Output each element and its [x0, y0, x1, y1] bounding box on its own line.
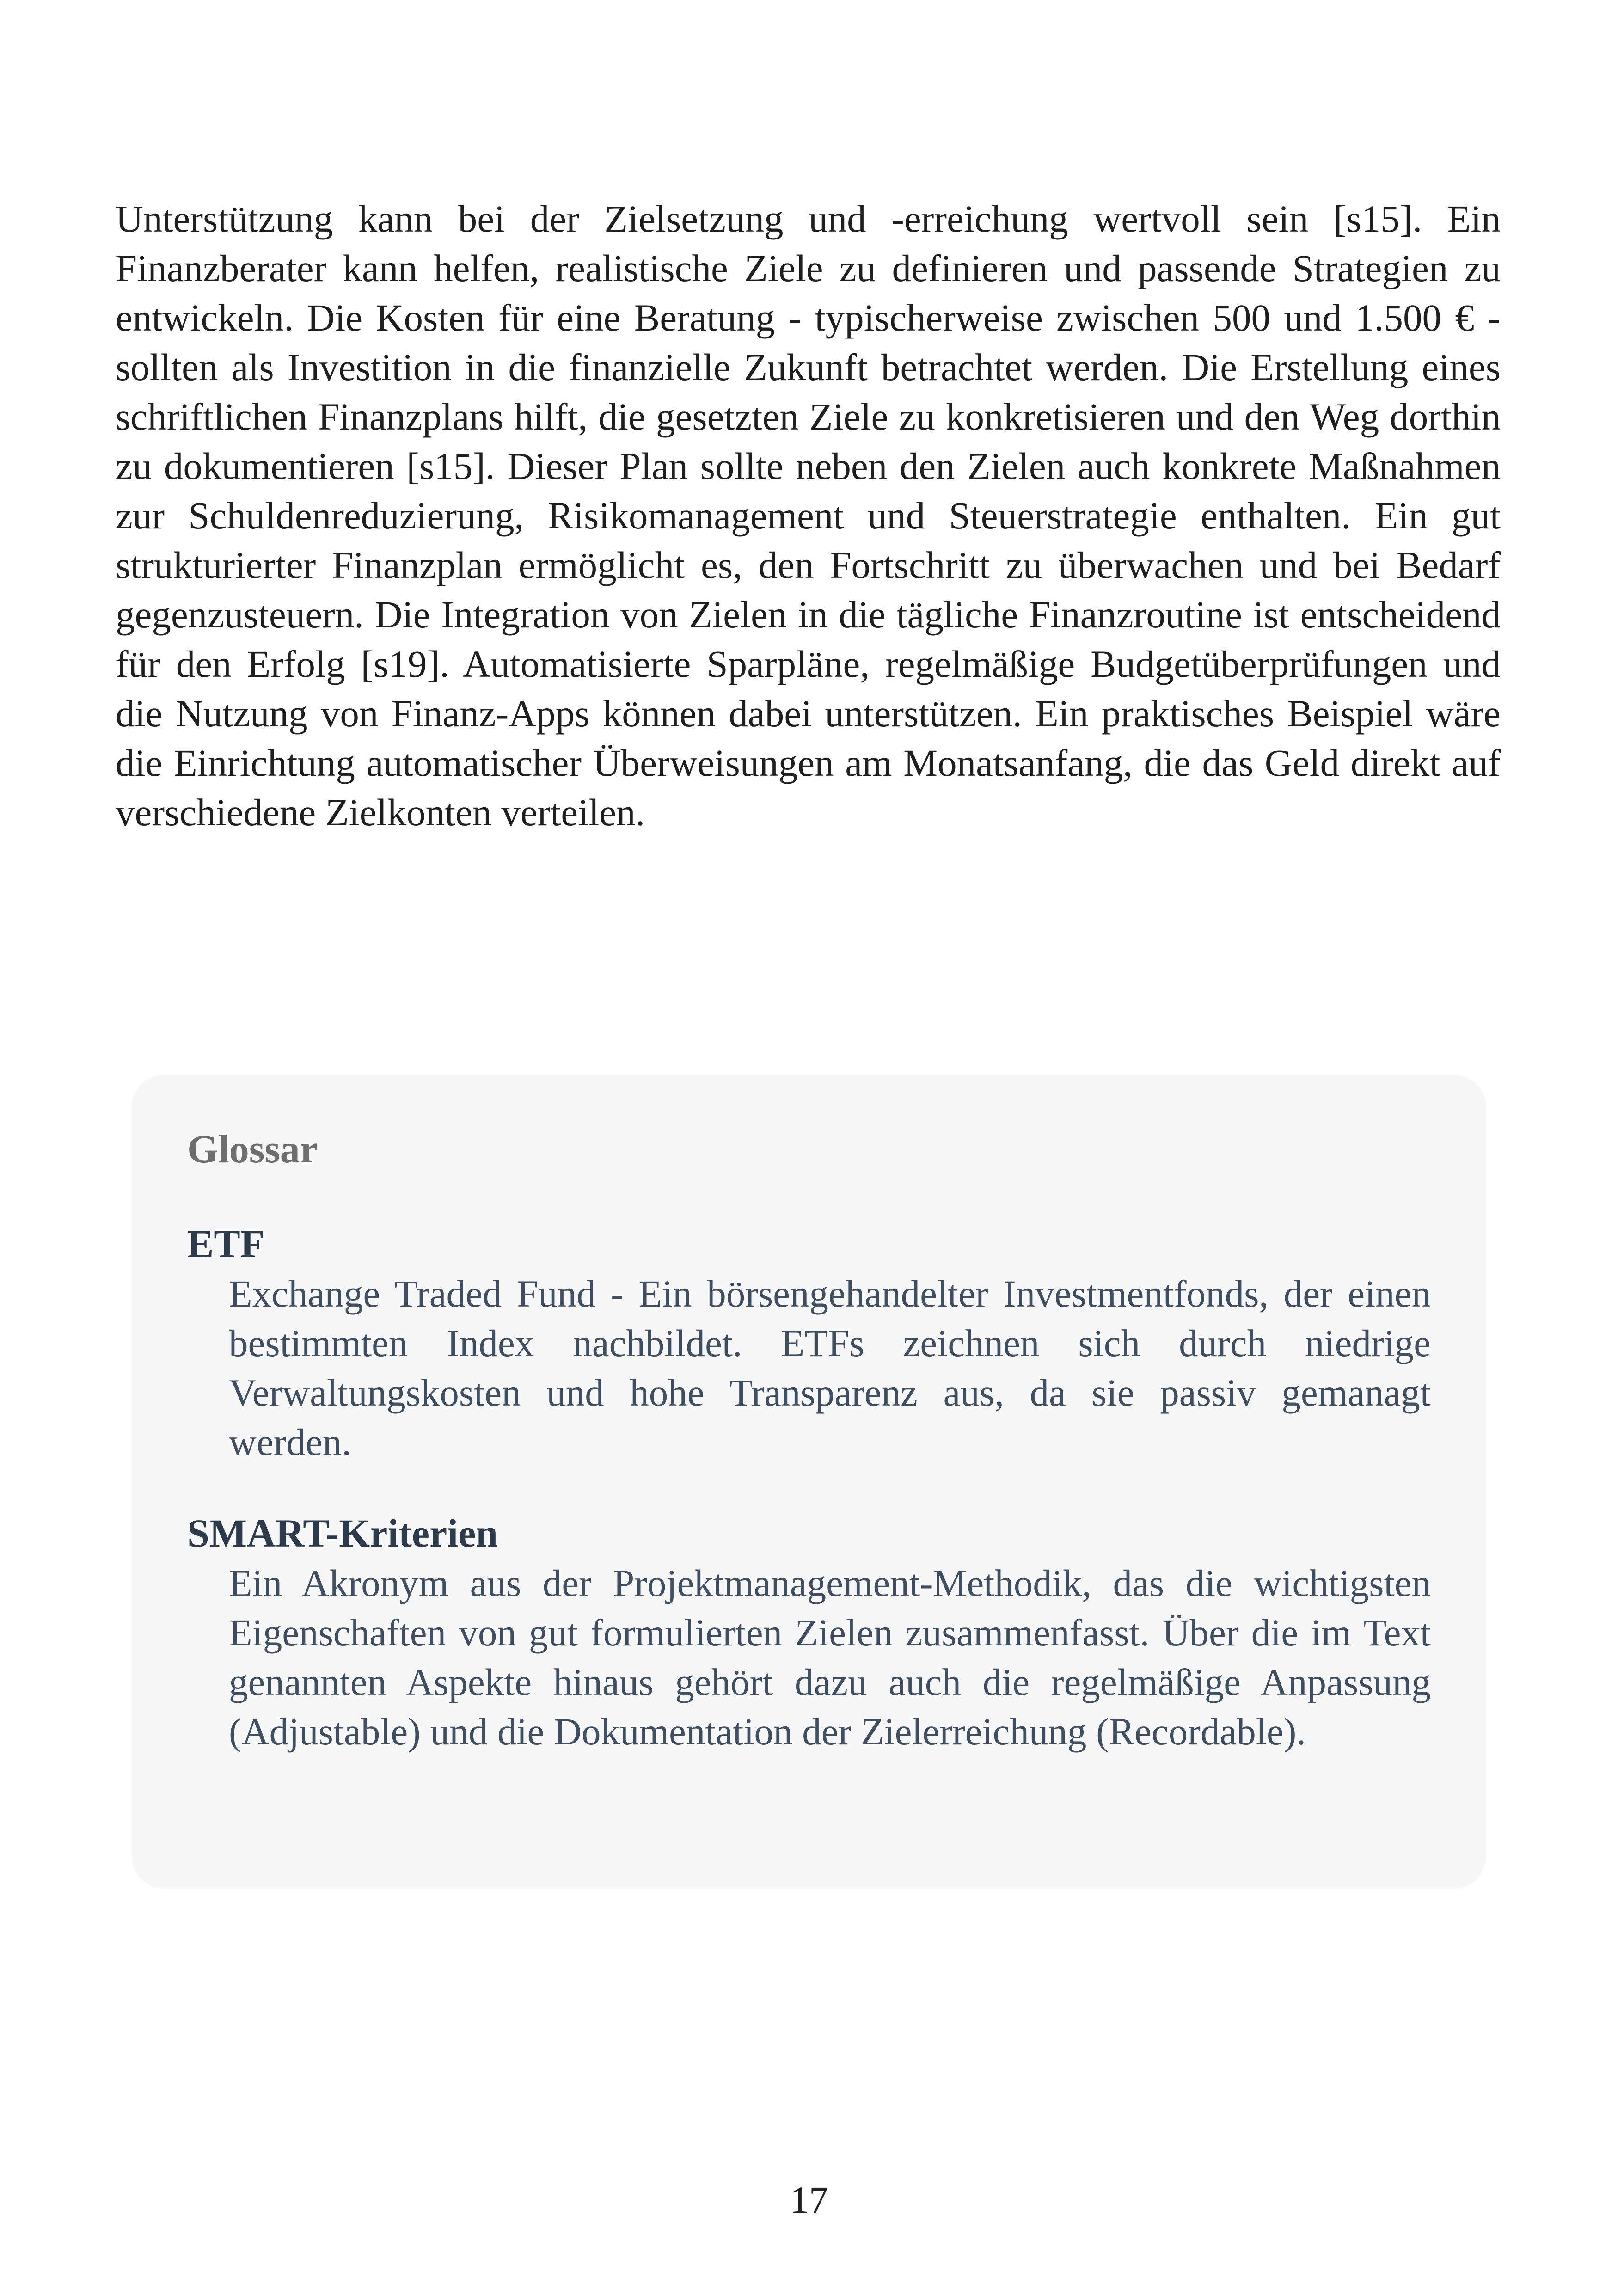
page-number: 17	[790, 2179, 828, 2221]
glossary-box	[132, 1075, 1486, 1889]
glossary-definition-etf: Exchange Traded Fund - Ein börsengehandelter Investmentfonds, der einen bestimmten Index nachbildet. ETFs zeichnen sich durch niedrige Verwaltungskosten und hohe Transparenz aus, da sie passiv gemanagt werden.	[229, 1272, 1431, 1463]
body-paragraph: Unterstützung kann bei der Zielsetzung und -erreichung wertvoll sein [s15]. Ein Finanzberater kann helfen, realistische Ziele zu definieren und passende Strategien zu entwickeln. Die Kosten für eine Beratung - typischerweise zwischen 500 und 1.500 € - sollten als Investition in die finanzielle Zukunft betrachtet werden. Die Erstellung eines schriftlichen Finanzplans hilft, die gesetzten Ziele zu konkretisieren und den Weg dorthin zu dokumentieren [s15]. Dieser Plan sollte neben den Zielen auch konkrete Maßnahmen zur Schuldenreduzierung, Risikomanagement und Steuerstrategie enthalten. Ein gut strukturierter Finanzplan ermöglicht es, den Fortschritt zu überwachen und bei Bedarf gegenzusteuern. Die Integration von Zielen in die tägliche Finanzroutine ist entscheidend für den Erfolg [s19]. Automatisierte Sparpläne, regelmäßige Budgetüberprüfungen und die Nutzung von Finanz-Apps können dabei unterstützen. Ein praktisches Beispiel wäre die Einrichtung automatischer Überweisungen am Monatsanfang, die das Geld direkt auf verschiedene Zielkonten verteilen.	[116, 197, 1501, 834]
glossary-term-etf: ETF	[187, 1222, 265, 1266]
glossary-title: Glossar	[187, 1127, 318, 1171]
glossary-definition-smart-kriterien: Ein Akronym aus der Projektmanagement-Methodik, das die wichtigsten Eigenschaften von gut formulierten Zielen zusammenfasst. Über die im Text genannten Aspekte hinaus gehört dazu auch die regelmäßige Anpassung (Adjustable) und die Dokumentation der Zielerreichung (Recordable).	[229, 1562, 1431, 1753]
glossary-term-smart-kriterien: SMART-Kriterien	[187, 1511, 498, 1555]
